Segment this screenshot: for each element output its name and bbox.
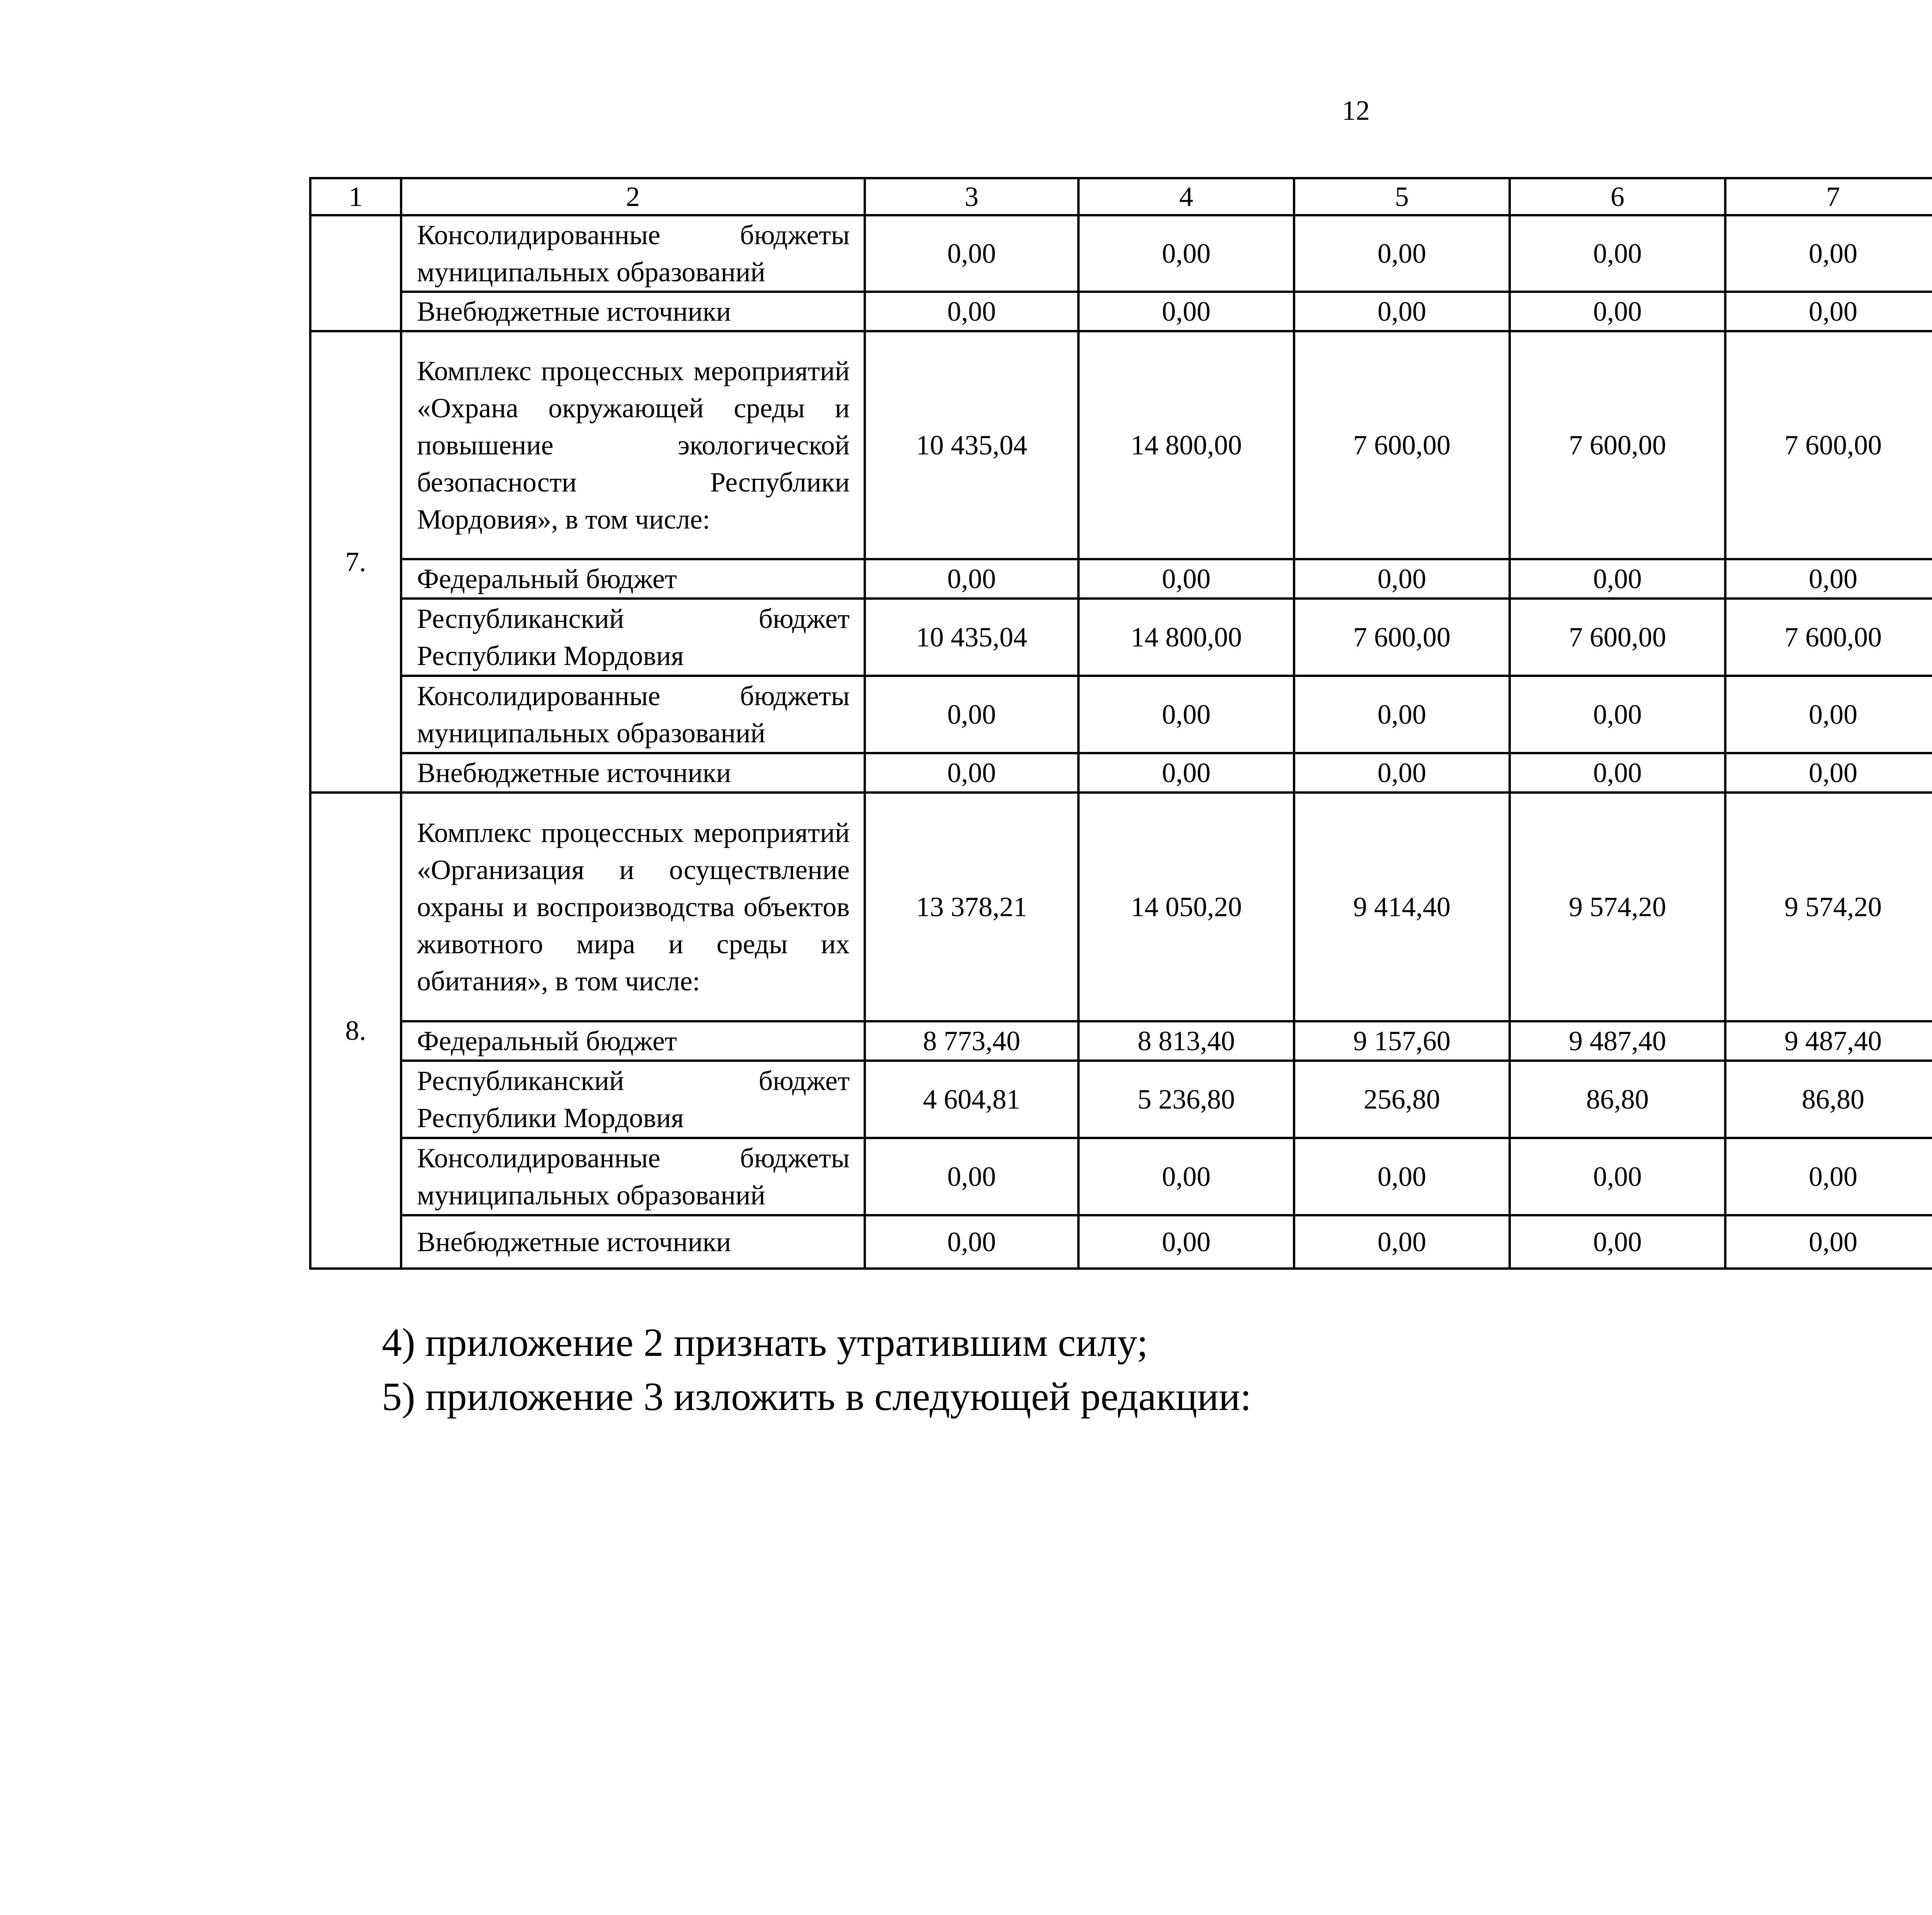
row-label: Консолидированные бюджеты муниципальных образований <box>401 215 865 292</box>
column-header: 3 <box>865 178 1078 215</box>
value-cell: 0,00 <box>1510 753 1725 793</box>
value-cell: 7 600,00 <box>1725 599 1932 676</box>
value-cell: 0,00 <box>1078 559 1294 599</box>
table-row <box>310 1215 1932 1269</box>
row-index-cell: 8. <box>310 793 401 1269</box>
value-cell: 0,00 <box>1725 676 1932 753</box>
value-cell: 0,00 <box>865 292 1078 331</box>
value-cell: 9 574,20 <box>1725 793 1932 1021</box>
paragraph-item-5: 5) приложение 3 изложить в следующей редакции: <box>382 1374 1252 1419</box>
column-header: 1 <box>310 178 401 215</box>
value-cell: 0,00 <box>865 1138 1078 1215</box>
value-cell: 0,00 <box>1510 1215 1725 1269</box>
value-cell: 13 378,21 <box>865 793 1078 1021</box>
value-cell: 0,00 <box>865 559 1078 599</box>
value-cell: 7 600,00 <box>1510 331 1725 559</box>
value-cell: 0,00 <box>1510 292 1725 331</box>
column-header: 2 <box>401 178 865 215</box>
value-cell: 0,00 <box>865 215 1078 292</box>
value-cell: 9 487,40 <box>1510 1021 1725 1061</box>
budget-table <box>309 177 1932 1270</box>
row-label: Консолидированные бюджеты муниципальных образований <box>401 1138 865 1215</box>
value-cell: 14 800,00 <box>1078 599 1294 676</box>
row-index-cell: 7. <box>310 331 401 793</box>
column-header: 7 <box>1725 178 1932 215</box>
value-cell: 7 600,00 <box>1294 599 1510 676</box>
row-label: Республиканский бюджет Республики Мордовия <box>401 599 865 676</box>
value-cell: 8 813,40 <box>1078 1021 1294 1061</box>
value-cell: 0,00 <box>1725 753 1932 793</box>
value-cell: 9 157,60 <box>1294 1021 1510 1061</box>
value-cell: 10 435,04 <box>865 599 1078 676</box>
value-cell: 0,00 <box>1294 292 1510 331</box>
value-cell: 4 604,81 <box>865 1061 1078 1138</box>
value-cell: 8 773,40 <box>865 1021 1078 1061</box>
value-cell: 0,00 <box>1725 1138 1932 1215</box>
row-label: Федеральный бюджет <box>401 1021 865 1061</box>
value-cell: 9 574,20 <box>1510 793 1725 1021</box>
value-cell: 9 414,40 <box>1294 793 1510 1021</box>
value-cell: 86,80 <box>1725 1061 1932 1138</box>
row-label: Консолидированные бюджеты муниципальных образований <box>401 676 865 753</box>
value-cell: 0,00 <box>1078 1138 1294 1215</box>
table-row <box>310 793 1932 1021</box>
table-row <box>310 215 1932 292</box>
row-label: Комплекс процессных мероприятий «Охрана окружающей среды и повышение экологической безопасности Республики Мордовия», в том числе: <box>401 331 865 559</box>
value-cell: 0,00 <box>1078 753 1294 793</box>
value-cell: 0,00 <box>1510 1138 1725 1215</box>
column-header: 4 <box>1078 178 1294 215</box>
table-row <box>310 1021 1932 1061</box>
column-header: 5 <box>1294 178 1510 215</box>
value-cell: 86,80 <box>1510 1061 1725 1138</box>
value-cell: 14 800,00 <box>1078 331 1294 559</box>
value-cell: 9 487,40 <box>1725 1021 1932 1061</box>
value-cell: 0,00 <box>1078 292 1294 331</box>
row-label: Республиканский бюджет Республики Мордовия <box>401 1061 865 1138</box>
value-cell: 0,00 <box>1510 676 1725 753</box>
value-cell: 0,00 <box>1078 676 1294 753</box>
table-row <box>310 559 1932 599</box>
value-cell: 10 435,04 <box>865 331 1078 559</box>
value-cell: 0,00 <box>1294 559 1510 599</box>
value-cell: 0,00 <box>1294 1215 1510 1269</box>
value-cell: 7 600,00 <box>1294 331 1510 559</box>
table-row <box>310 292 1932 331</box>
table-row <box>310 331 1932 559</box>
row-label: Внебюджетные источники <box>401 1215 865 1269</box>
row-label: Внебюджетные источники <box>401 292 865 331</box>
table-row <box>310 1138 1932 1215</box>
value-cell: 0,00 <box>865 753 1078 793</box>
value-cell: 0,00 <box>1078 215 1294 292</box>
value-cell: 7 600,00 <box>1510 599 1725 676</box>
value-cell: 0,00 <box>1294 676 1510 753</box>
value-cell: 0,00 <box>1725 559 1932 599</box>
row-label: Комплекс процессных мероприятий «Организация и осуществление охраны и воспроизводства объектов животного мира и среды их обитания», в том числе: <box>401 793 865 1021</box>
value-cell: 0,00 <box>1294 753 1510 793</box>
table-row <box>310 753 1932 793</box>
row-label: Внебюджетные источники <box>401 753 865 793</box>
value-cell: 0,00 <box>1510 215 1725 292</box>
value-cell: 7 600,00 <box>1725 331 1932 559</box>
table-row <box>310 676 1932 753</box>
page-number: 12 <box>1342 95 1370 126</box>
value-cell: 0,00 <box>865 1215 1078 1269</box>
value-cell: 0,00 <box>1294 1138 1510 1215</box>
column-header: 6 <box>1510 178 1725 215</box>
value-cell: 5 236,80 <box>1078 1061 1294 1138</box>
row-index-cell <box>310 215 401 331</box>
value-cell: 0,00 <box>1725 215 1932 292</box>
value-cell: 14 050,20 <box>1078 793 1294 1021</box>
value-cell: 0,00 <box>1725 292 1932 331</box>
paragraph-item-4: 4) приложение 2 признать утратившим силу; <box>382 1320 1148 1365</box>
row-label: Федеральный бюджет <box>401 559 865 599</box>
table-row <box>310 599 1932 676</box>
value-cell: 256,80 <box>1294 1061 1510 1138</box>
value-cell: 0,00 <box>1725 1215 1932 1269</box>
value-cell: 0,00 <box>1078 1215 1294 1269</box>
table-row <box>310 1061 1932 1138</box>
table-header-row <box>310 178 1932 215</box>
value-cell: 0,00 <box>865 676 1078 753</box>
value-cell: 0,00 <box>1294 215 1510 292</box>
value-cell: 0,00 <box>1510 559 1725 599</box>
